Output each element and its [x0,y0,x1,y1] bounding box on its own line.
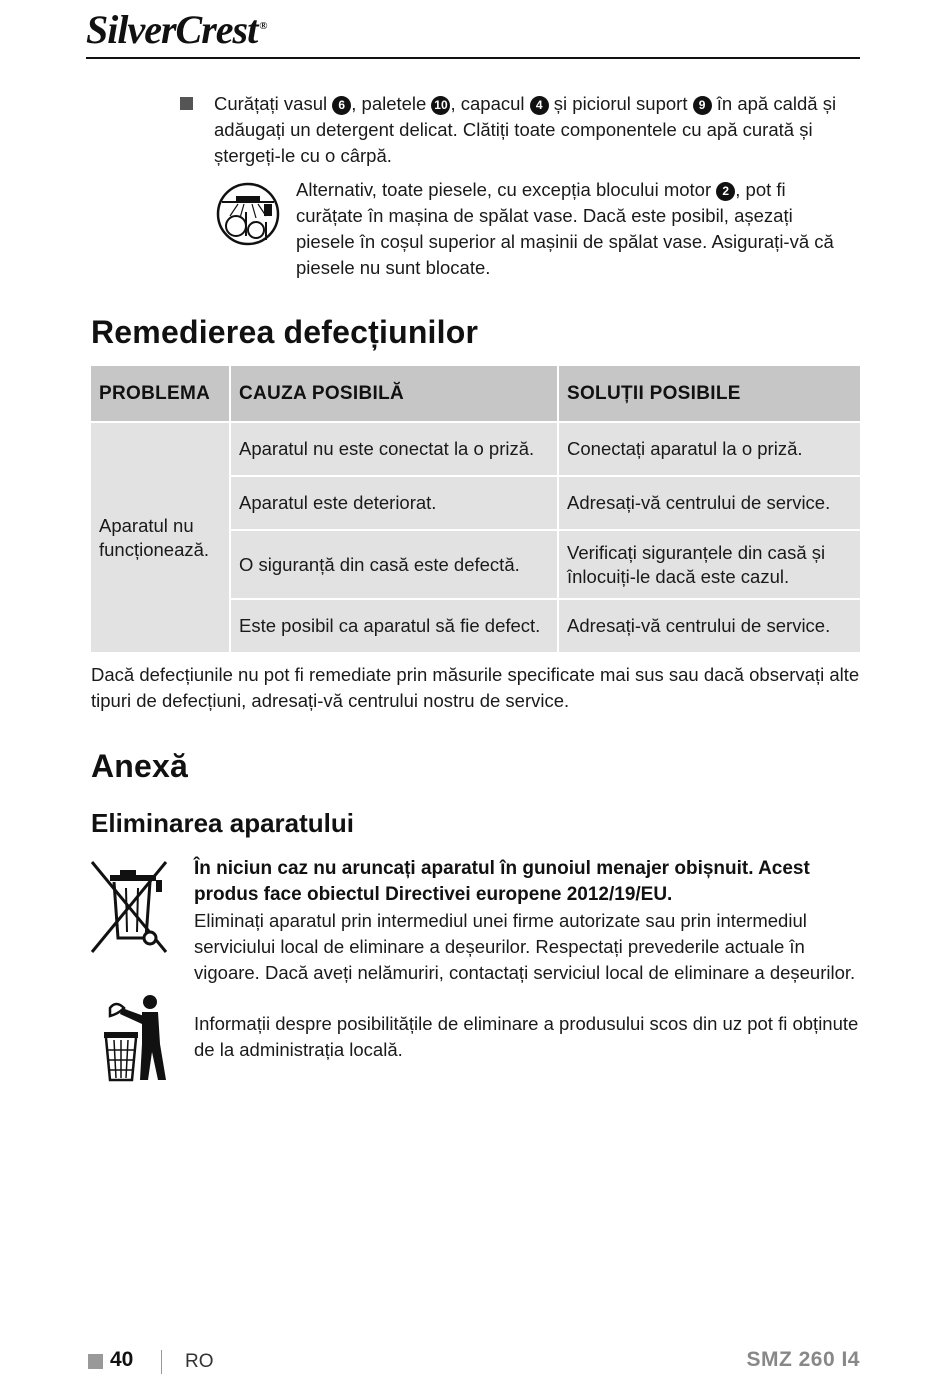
cause-cell: Aparatul este deteriorat. [231,475,559,529]
dishwasher-safe-icon [216,182,280,246]
footer-language: RO [185,1351,214,1372]
appendix-title: Anexă [91,748,189,784]
disposal-text: Eliminați aparatul prin intermediul unei firme autorizate sau prin intermediul serviciului local de eliminare a deșeurilor. Respectați prevederile actuale în vigoare. Dacă aveți nelămuriri, contactați serviciul local de eliminare a deșeurilor. [194,910,856,983]
part-ref-bowl: 6 [332,96,351,115]
troubleshooting-title: Remedierea defecțiunilor [91,314,479,350]
disposal-title: Eliminarea aparatului [91,808,354,838]
solution-cell: Conectați aparatul la o priză. [559,421,860,475]
part-ref-motor: 2 [716,182,735,201]
solution-cell: Verificați siguranțele din casă și înlocuiți-le dacă este cazul. [559,529,860,598]
cause-cell: Aparatul nu este conectat la o priză. [231,421,559,475]
dishwasher-note: Alternativ, toate piesele, cu excepția blocului motor 2 , pot fi curățate în mașina de spălat vase. Dacă este posibil, așezați piesele în coșul superior al mașinii de spălat vase. Asigurați-vă că piesele nu sunt blocate. [296,179,834,278]
registered-mark: ® [259,19,267,32]
part-ref-blades: 10 [431,96,450,115]
square-bullet-icon [180,97,193,110]
tidyman-icon [100,994,172,1082]
header-rule [86,57,860,59]
footer-square-icon [88,1354,103,1369]
brand-logo [86,6,266,53]
cause-cell: O siguranță din casă este defectă. [231,529,559,598]
service-note: Dacă defecțiunile nu pot fi remediate prin măsurile specificate mai sus sau dacă observați alte tipuri de defecțiuni, adresați-vă centrului nostru de service. [91,664,860,711]
cause-cell: Este posibil ca aparatul să fie defect. [231,598,559,652]
cleaning-instruction: Curățați vasul 6 , paletele 10 , capacul 4 și piciorul suport 9 în apă caldă și adăugați un detergent delicat. Clătiți toate componentele cu apă curată și ștergeți-le cu o cârpă. [214,93,837,166]
header-cause: CAUZA POSIBILĂ [231,366,559,421]
page-number: 40 [110,1348,134,1371]
troubleshooting-table [91,366,860,652]
solution-cell: Adresați-vă centrului de service. [559,475,860,529]
solution-cell: Adresați-vă centrului de service. [559,598,860,652]
header-solution: SOLUȚII POSIBILE [559,366,860,421]
brand-name: SilverCrest [86,7,258,52]
header-problem: PROBLEMA [91,366,231,421]
disposal-warning: În niciun caz nu aruncați aparatul în gunoiul menajer obișnuit. Acest produs face obiectul Directivei europene 2012/19/EU. [194,858,810,905]
table-header-row [91,366,860,421]
footer-separator [161,1350,162,1374]
problem-cell: Aparatul nu funcționează. [91,421,231,652]
part-ref-stand: 9 [693,96,712,115]
crossed-bin-icon [90,860,168,956]
table-row [91,421,860,475]
footer-model: SMZ 260 I4 [746,1348,860,1371]
part-ref-lid: 4 [530,96,549,115]
disposal-info: Informații despre posibilitățile de eliminare a produsului scos din uz pot fi obținute de la administrația locală. [194,1013,859,1060]
